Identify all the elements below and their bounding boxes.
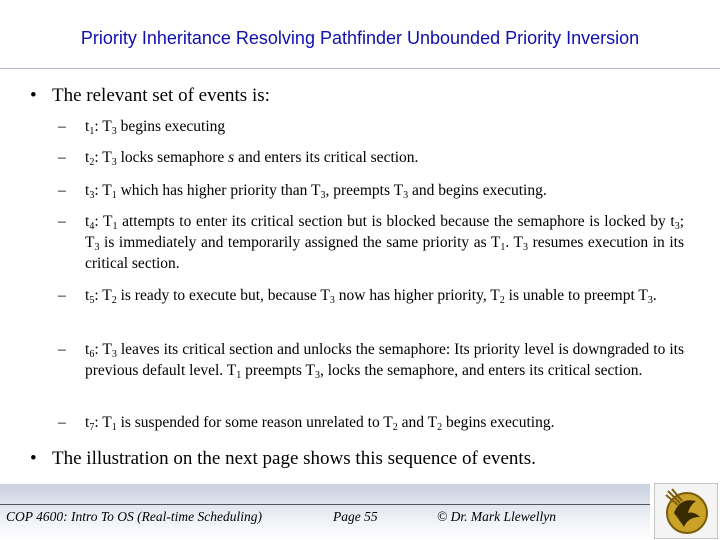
event-text: $t_3$: $T_1$ which has higher priority than $T_3$, preempts $T_3$ and begins executing.	[85, 182, 547, 201]
dash-icon: –	[58, 149, 66, 166]
footer-course: COP 4600: Intro To OS (Real-time Scheduling)	[6, 509, 262, 524]
dash-icon: –	[58, 414, 66, 431]
event-text: $t_6$: $T_3$ leaves its critical section and unlocks the semaphore: Its priority level is downgraded to its previous default level. $T_1$ preempts $T_3$, locks the semaphore, and enters its critical section.	[85, 341, 684, 381]
bullet-icon: •	[30, 85, 37, 106]
event-item-t5	[58, 285, 684, 306]
title-divider	[0, 68, 720, 69]
event-text: $t_4$: $T_1$ attempts to enter its critical section but is blocked because the semaphore is locked by $t_3$; $T_3$ is immediately and temporarily assigned the same priority as $T_1$. $T_3$ resumes execution in its critical section.	[85, 213, 684, 272]
footer-divider	[0, 504, 650, 505]
footer-author: © Dr. Mark Llewellyn	[437, 509, 556, 524]
bullet-text: The relevant set of events is:	[52, 85, 270, 106]
event-text: $t_5$: $T_2$ is ready to execute but, because $T_3$ now has higher priority, $T_2$ is unable to preempt $T_3$.	[85, 287, 657, 306]
dash-icon: –	[58, 118, 66, 135]
event-item-t1	[58, 116, 684, 137]
event-item-t6	[58, 339, 684, 381]
dash-icon: –	[58, 182, 66, 199]
dash-icon: –	[58, 287, 66, 304]
event-item-t4	[58, 211, 684, 274]
dash-icon: –	[58, 213, 66, 230]
bullet-text: The illustration on the next page shows this sequence of events.	[52, 448, 536, 469]
event-item-t7	[58, 412, 684, 433]
slide-title: Priority Inheritance Resolving Pathfinder Unbounded Priority Inversion	[80, 28, 640, 48]
event-item-t3	[58, 180, 684, 201]
bullet-icon: •	[30, 448, 37, 469]
event-text: $t_2$: $T_3$ locks semaphore s and enters its critical section.	[85, 149, 419, 168]
slide-footer	[0, 484, 720, 540]
event-text: $t_1$: $T_3$ begins executing	[85, 118, 226, 137]
footer-page-number: Page 55	[333, 509, 378, 524]
event-text: $t_7$: $T_1$ is suspended for some reason unrelated to $T_2$ and $T_2$ begins executing.	[85, 414, 555, 433]
dash-icon: –	[58, 341, 66, 358]
event-item-t2	[58, 147, 684, 168]
ucf-pegasus-logo-icon	[654, 483, 718, 539]
